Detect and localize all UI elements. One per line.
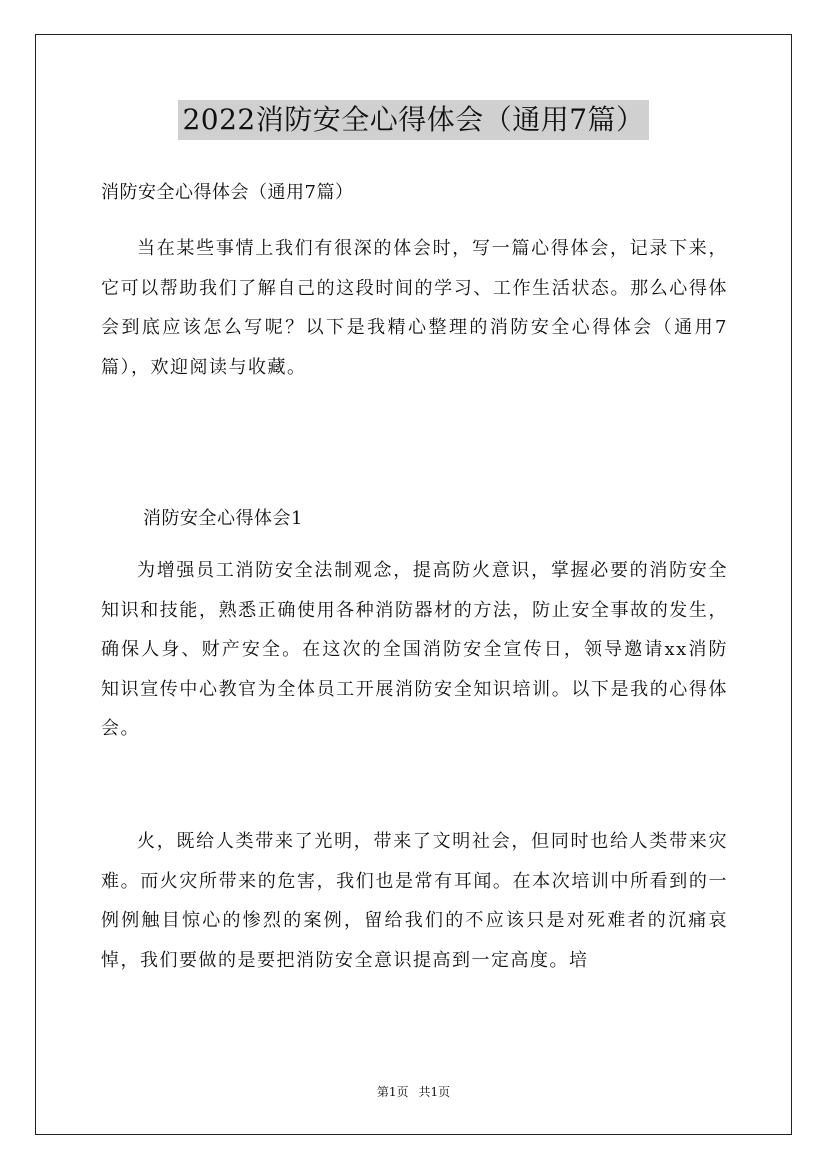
body-paragraph-1: 为增强员工消防安全法制观念，提高防火意识，掌握必要的消防安全知识和技能，熟悉正确使用各种消防器材的方法，防止安全事故的发生，确保人身、财产安全。在这次的全国消防安全宣传日，领导邀请xx消防知识宣传中心教官为全体员工开展消防安全知识培训。以下是我的心得体会。 (101, 560, 728, 739)
page-footer (0, 1084, 827, 1100)
body-paragraph-2: 火，既给人类带来了光明，带来了文明社会，但同时也给人类带来灾难。而火灾所带来的危害，我们也是常有耳闻。在本次培训中所看到的一例例触目惊心的惨烈的案例，留给我们的不应该只是对死难者的沉痛哀悼，我们要做的是要把消防安全意识提高到一定高度。培 (101, 831, 728, 971)
section-heading: 消防安全心得体会1 (143, 508, 303, 529)
document-subtitle: 消防安全心得体会（通用7篇） (101, 182, 354, 203)
page-number: 第1页 (376, 1085, 409, 1099)
document-title: 2022消防安全心得体会（通用7篇） (178, 100, 648, 140)
title-container (0, 100, 827, 140)
page-total: 共1页 (418, 1085, 451, 1099)
intro-paragraph: 当在某些事情上我们有很深的体会时，写一篇心得体会，记录下来，它可以帮助我们了解自己的这段时间的学习、工作生活状态。那么心得体会到底应该怎么写呢？以下是我精心整理的消防安全心得体会（通用7篇），欢迎阅读与收藏。 (101, 238, 728, 378)
